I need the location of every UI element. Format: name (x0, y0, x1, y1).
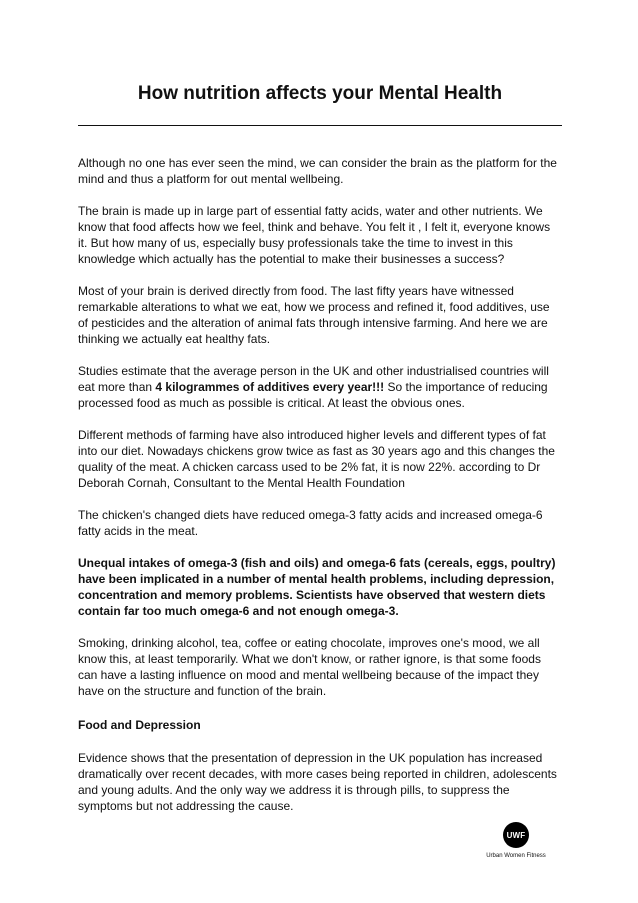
article-body (78, 155, 562, 830)
paragraph-studies (78, 363, 562, 411)
studies-text-after: So the importance of reducing processed food as much as possible is critical. At least the obvious ones. (78, 380, 548, 410)
paragraph-depression: Evidence shows that the presentation of depression in the UK population has increased dramatically over recent decades, with more cases being reported in children, adolescents and young adults. And the only way we address it is through pills, to suppress the symptoms but not addressing the cause. (78, 751, 557, 813)
paragraph-intro: Although no one has ever seen the mind, we can consider the brain as the platform for the mind and thus a platform for out mental wellbeing. (78, 156, 557, 186)
studies-text-before: Studies estimate that the average person in the UK and other industrialised countries will eat more than (78, 364, 549, 394)
paragraph-farming: Different methods of farming have also introduced higher levels and different types of fat into our diet. Nowadays chickens grow twice as fast as 30 years ago and this changes the quality of the meat. A chicken carcass used to be 2% fat, it is now 22%. according to Dr Deborah Cornah, Consultant to the Mental Health Foundation (78, 428, 555, 490)
paragraph-food-derived: Most of your brain is derived directly from food. The last fifty years have witnessed remarkable alterations to what we eat, how we process and refined it, food additives, use of pesticides and the alteration of animal fats through intensive farming. And here we are thinking we actually eat healthy fats. (78, 284, 550, 346)
section-heading-food-depression: Food and Depression (78, 718, 201, 732)
paragraph-brain: The brain is made up in large part of essential fatty acids, water and other nutrients. We know that food affects how we feel, think and behave. You felt it , I felt it, everyone knows it. But how many of us, especially busy professionals take the time to invest in this knowledge which actually has the potential to make their businesses a success? (78, 204, 551, 266)
paragraph-omega-highlight: Unequal intakes of omega-3 (fish and oils) and omega-6 fats (cereals, eggs, poultry) have been implicated in a number of mental health problems, including depression, concentration and memory problems. Scientists have observed that western diets contain far too much omega-6 and not enough omega-3. (78, 556, 556, 618)
paragraph-chicken-diet: The chicken's changed diets have reduced omega-3 fatty acids and increased omega-6 fatty acids in the meat. (78, 508, 543, 538)
logo-caption: Urban Women Fitness (486, 853, 546, 859)
paragraph-smoking: Smoking, drinking alcohol, tea, coffee or eating chocolate, improves one's mood, we all know this, at least temporarily. What we don't know, or rather ignore, is that some foods can have a lasting influence on mood and mental wellbeing because of the impact they have on the structure and function of the brain. (78, 636, 541, 698)
title-divider (78, 125, 562, 126)
brand-logo (480, 822, 552, 860)
page-title: How nutrition affects your Mental Health (137, 83, 503, 104)
studies-highlight: 4 kilogrammes of additives every year!!! (155, 380, 385, 394)
logo-mark: UWF (503, 822, 529, 848)
